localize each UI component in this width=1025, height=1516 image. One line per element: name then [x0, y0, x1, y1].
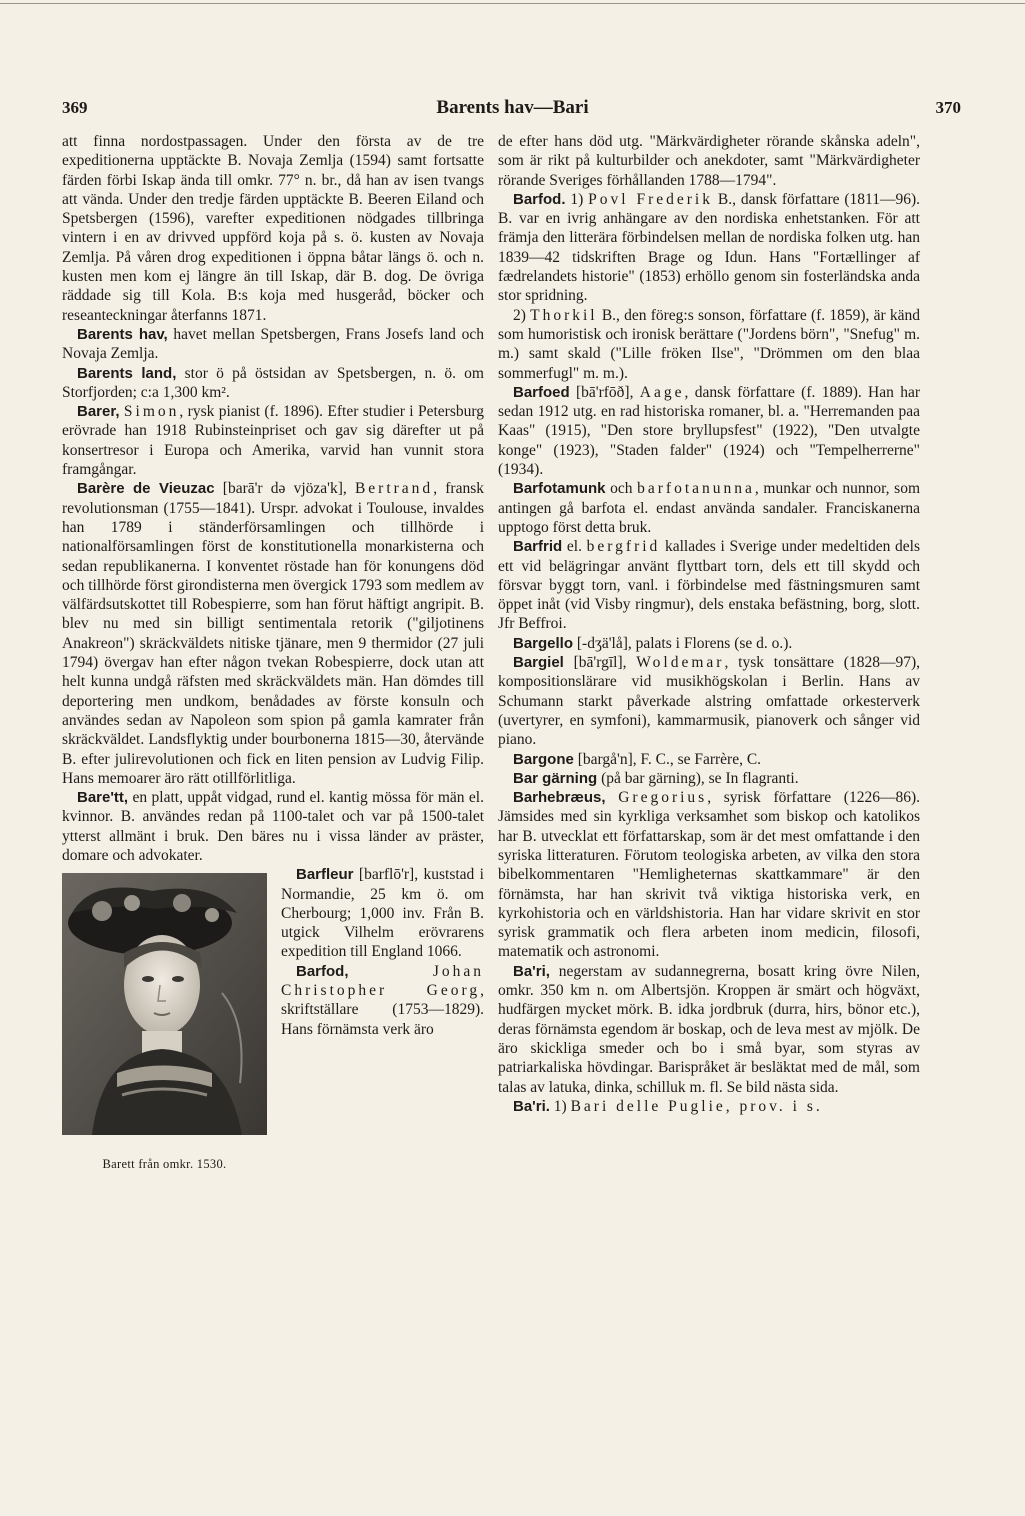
entry-bargiel: Bargiel [bā'rgīl], Woldemar, tysk tonsättare (1828—97), kompositionslärare vid musikhögskolan i Berlin. Hans av Schumann starkt påverkade alstring omfattade orkesterverk (uvertyrer, en symfoni), kammarmusik, pianoverk och sånger vid piano.: [498, 654, 920, 749]
entry-barents-continued: att finna nordostpassagen. Under den första av de tre expeditionerna upptäckte B. Novaja Zemlja (1594) samt fortsatte färden förbi Iskap ända till omkr. 77° n. br., då han av isen tvangs att vända. Under den tredje färden upptäckte B. Beeren Eiland och Spetsbergen (1596), varefter expeditionen nödgades tillbringa vintern i en av drivved uppförd koja på s. ö. kusten av Novaja Zemlja. På våren drog expeditionen i öppna båtar längs ö. och n. kusten men kom ej längre än till Iskap, där B. dog. De övriga räddade sig till Kola. B:s koja med husgeråd, böcker och reseanteckningar återfanns 1871.: [62, 133, 484, 324]
headword: Barer,: [77, 403, 120, 421]
headword: Barhebræus,: [513, 789, 606, 807]
headword: Barère de Vieuzac: [77, 480, 215, 498]
entry-barents-land: Barents land, stor ö på östsidan av Spetsbergen, n. ö. om Storfjorden; c:a 1,300 km².: [62, 364, 484, 401]
headword: Barfod.: [513, 190, 566, 208]
portrait-image: [62, 873, 267, 1135]
headword: Barfod,: [296, 962, 349, 980]
headword: Bargone: [513, 750, 574, 768]
entry-barents-hav: Barents hav, havet mellan Spetsbergen, Frans Josefs land och Novaja Zemlja.: [62, 325, 484, 363]
headword: Barfrid: [513, 538, 563, 556]
headword: Barfoed: [513, 383, 570, 401]
entry-barfod-thorkil: 2) Thorkil B., den föreg:s sonson, författare (f. 1859), är känd som humoristisk och ironisk berättare ("Jordens börn", "Snefug" m. m.) samt skald ("Lille fröken Ilse", "Drömmen om den blaa sommerfugl" m. m.).: [498, 306, 920, 382]
headword: Bare'tt,: [77, 789, 129, 807]
headword: Barents land,: [77, 364, 177, 382]
entry-barer: Barer, Simon, rysk pianist (f. 1896). Efter studier i Petersburg erövrade han 1918 Rubinsteinpriset och gav sig därefter ut på konsertresor i Europa och Amerika, varvid han vunnit stora framgångar.: [62, 403, 484, 479]
entry-bargello: Bargello [-dʒä'lå], palats i Florens (se d. o.).: [513, 634, 793, 652]
entry-barfod-continued: de efter hans död utg. "Märkvärdigheter rörande skånska adeln", som är rikt på kulturbilder och anekdoter, samt "Märkvärdigheter rörande Sveriges förhållanden 1788—1794".: [498, 133, 920, 189]
entry-barfod-johan: Barfod, Johan Christopher Georg, skriftställare (1753—1829). Hans förnämsta verk äro: [281, 962, 484, 1038]
headword: Barfleur: [296, 866, 354, 884]
entry-barfod: Barfod. 1) Povl Frederik B., dansk författare (1811—96). B. var en ivrig anhängare av den nordiska enhetstanken. För att främja den litterära förbindelsen mellan de nordiska folken utg. han 1839—42 tidskriften Brage og Idun. Hans "Fortællinger af fædrelandets historie" (1853) erhöllo genom sin fosterländska anda stor spridning.: [498, 190, 920, 305]
headword: Bargiel: [513, 654, 564, 672]
right-column: [498, 132, 920, 1116]
headword: Barents hav,: [77, 325, 168, 343]
entry-bari-place: Ba'ri. 1) Bari delle Puglie, prov. i s.: [513, 1097, 823, 1115]
running-head: Barents hav—Bari: [436, 97, 589, 118]
entry-bar-garning: Bar gärning (på bar gärning), se In flagranti.: [513, 769, 799, 787]
figure-caption: Barett från omkr. 1530.: [102, 1157, 227, 1172]
page-number-right: 370: [935, 98, 961, 117]
entry-barfotamunk: Barfotamunk och barfotanunna, munkar och nunnor, som antingen gå barfota el. endast använda sandaler. Franciskanerna upptogo först detta bruk.: [498, 480, 920, 536]
entry-bargone: Bargone [bargå'n], F. C., se Farrère, C.: [513, 750, 762, 768]
headword: Ba'ri,: [513, 962, 550, 980]
left-column: [62, 132, 484, 1177]
page-number-left: 369: [62, 98, 88, 117]
entry-barfrid: Barfrid el. bergfrid kallades i Sverige under medeltiden dels ett vid belägringar använt flyttbart torn, dels ett till skydd och försvar byggt torn, vanl. i förbindelse med fästningsmuren samt öppet inåt (vid Visby ringmur), dels enstaka befästning, borg, slott. Jfr Beffroi.: [498, 538, 921, 633]
barett-figure: [62, 873, 267, 1174]
headword: Bar gärning: [513, 769, 598, 787]
page-top-rule: [0, 3, 1025, 4]
entry-barett: Bare'tt, en platt, uppåt vidgad, rund el. kantig mössa för män el. kvinnor. B. användes redan på 1100-talet och var på 1500-talet ytterst allmänt i bruk. Den bäres nu i vissa länder av präster, domare och advokater.: [62, 789, 484, 864]
entry-barhebraeus: Barhebræus, Gregorius, syrisk författare (1226—86). Jämsides med sin kyrkliga verksamhet som biskop och katolikos har B. utvecklat ett författarskap, som är det mest omfattande i den syriska litteraturen. Förutom teologiska arbeten, av vilka den stora bibelkommentaren "Hemligheternas skattkammare" är den förnämsta, har han skrivit två viktiga historiska verk, en kyrkohistoria och en världshistoria. Han har vidare skrivit en stor syrisk grammatik och flera arbeten inom medicin, filosofi, matematik och astronomi.: [498, 789, 920, 961]
headword: Ba'ri.: [513, 1097, 550, 1115]
entry-barfleur: Barfleur [barflō'r], kuststad i Normandie, 25 km ö. om Cherbourg; 1,000 inv. Från B. utgick Vilhelm erövrarens expedition till England 1066.: [281, 866, 484, 961]
headword: Barfotamunk: [513, 480, 606, 498]
headword: Bargello: [513, 634, 574, 652]
entry-barere: Barère de Vieuzac [barā'r də vjöza'k], Bertrand, fransk revolutionsman (1755—1841). Urspr. advokat i Toulouse, invaldes han 1789 i ständerförsamlingen och tillhörde i nationalförsamlingen först de konstitutionella monarkisterna och sedan republikanerna. I konventet röstade han för konungens död och tillhörde först girondisterna men övergick 1793 som medlem av välfärdsutskottet till Robespierre, som han förut häftigt angripit. B. blev nu med sin billigt sentimentala retorik ("giljotinens Anakreon") skräckväldets nitiske tjänare, men 9 thermidor (27 juli 1794) övergav han efter någon tvekan Robespierre, dock utan att helt kunna undgå räfsten med skräckväldets män. Han dömdes till deportering men undkom, benådades av förste konsuln och användes sedan av Napoleon som spion på gamla kamrater från skräckväldet. Landsflyktig under bourbonerna 1815—30, återvände B. efter julirevolutionen och fick en liten pension av Ludvig Filip. Hans memoarer äro rätt otillförlitliga.: [62, 480, 484, 787]
entry-barfoed: Barfoed [bā'rfōð], Aage, dansk författare (f. 1889). Han har sedan 1912 utg. en rad historiska romaner, bl. a. "Herremanden paa Kaas" (1915), "Den store bryllupsfest" (1922), "Den utvalgte konge" (1923), "Staden falder" (1924) och "Tempelherrerne" (1934).: [498, 383, 920, 479]
entry-bari-people: Ba'ri, negerstam av sudannegrerna, bosatt kring övre Nilen, omkr. 350 km n. om Albertsjön. Kroppen är smärt och högväxt, hudfärgen mycket mörk. B. idka jordbruk (durra, hirs, bönor etc.), deras förnämsta egendom är boskap, och de leva mest av mjölk. De äro skickliga smeder och bo i små byar, som styras av patriarkaliska hövdingar. Barispråket är besläktat med de mål, som talas av latuka, dinka, schilluk m. fl. Se bild nästa sida.: [498, 962, 920, 1096]
